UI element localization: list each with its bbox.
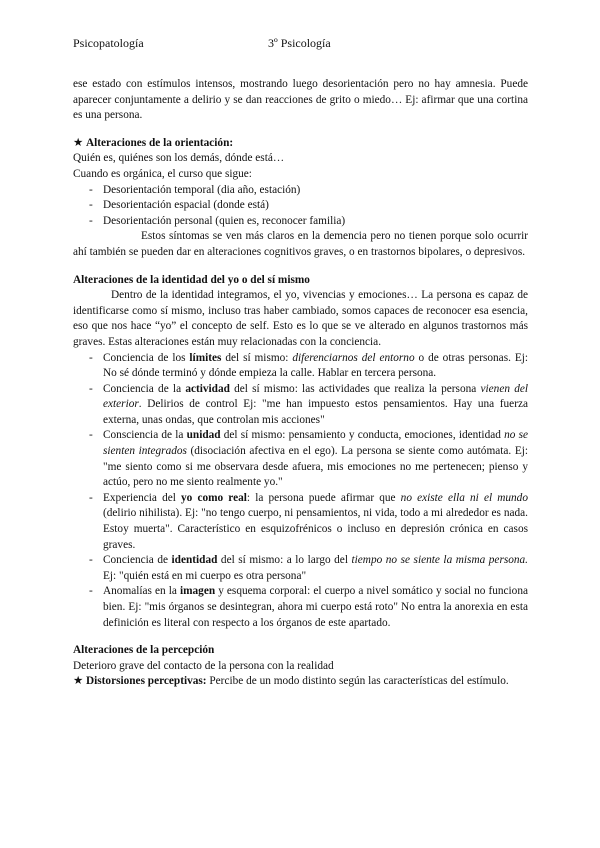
- item-keyword: unidad: [186, 429, 221, 442]
- orientation-heading: [73, 136, 528, 152]
- list-item: [73, 382, 528, 429]
- item-emphasis: vienen del exterior: [103, 382, 529, 411]
- item-text: y esquema corporal: el cuerpo a nivel somático y social no funciona bien. Ej: "mis órganos se desintegran, ahora mi cuerpo está roto" No entra la anorexia en esta definición es literal con respecto a los órganos de este apartado.: [103, 585, 528, 629]
- list-item: [73, 553, 528, 584]
- item-emphasis: diferenciarnos del entorno: [292, 351, 415, 364]
- perception-heading: Alteraciones de la percepción: [73, 644, 215, 657]
- perception-distortions: [73, 674, 528, 690]
- item-text: Ej: "quién está en mi cuerpo es otra persona": [103, 569, 307, 582]
- item-text: (disociación afectiva en el ego). La persona se siente como autómata. Ej: "me siento como si me observara desde afuera, mis emociones no me pertenecen; pienso y actúo, pero no me siento realmente yo.": [103, 445, 528, 489]
- item-emphasis: tiempo no se siente la misma persona.: [351, 554, 529, 567]
- item-keyword: límites: [189, 351, 222, 364]
- list-item: - Desorientación temporal (dia año, estación): [73, 183, 528, 199]
- item-text: del sí mismo:: [221, 351, 293, 364]
- distortions-title: Distorsiones perceptivas:: [85, 675, 207, 688]
- orientation-list: [73, 183, 528, 230]
- orientation-follow-paragraph: [73, 229, 528, 260]
- list-item: - Desorientación personal (quien es, reconocer familia): [73, 214, 528, 230]
- item-text: Consciencia de la: [103, 429, 187, 442]
- item-text: Conciencia de la: [103, 382, 186, 395]
- item-text: o de otras personas. Ej: No sé dónde terminó y dónde empieza la calle. Hablar en tercera persona.: [103, 351, 529, 380]
- item-text: Anomalías en la: [103, 585, 180, 598]
- item-emphasis: no se sienten integrados: [103, 429, 528, 458]
- item-keyword: yo como real: [181, 491, 247, 504]
- orientation-line-2: Cuando es orgánica, el curso que sigue:: [73, 167, 252, 180]
- orientation-line-1: Quién es, quiénes son los demás, dónde está…: [73, 152, 285, 165]
- item-text: Conciencia de: [103, 554, 172, 567]
- item-keyword: identidad: [171, 554, 218, 567]
- item-keyword: actividad: [185, 382, 230, 395]
- header-subject: Psicopatología: [73, 36, 144, 50]
- list-item: [73, 428, 528, 490]
- item-emphasis: no existe ella ni el mundo: [400, 491, 528, 504]
- document-body: [73, 77, 528, 690]
- item-text: del sí mismo: las actividades que realiza la persona: [229, 382, 481, 395]
- perception-line-1: Deterioro grave del contacto de la persona con la realidad: [73, 659, 334, 672]
- orientation-follow-text: Estos síntomas se ven más claros en la demencia pero no tienen porque solo ocurrir ahí también se pueden dar en alteraciones cognitivos graves, o en trastornos bipolares, o depresivos.: [73, 230, 528, 258]
- list-item: - Desorientación espacial (donde está): [73, 198, 528, 214]
- item-text: Experiencia del: [103, 491, 182, 504]
- identity-list: [73, 351, 528, 632]
- orientation-title: Alteraciones de la orientación:: [85, 136, 234, 149]
- item-text: : la persona puede afirmar que: [246, 491, 401, 504]
- star-icon: ★: [73, 675, 84, 688]
- distortions-text: Percibe de un modo distinto según las características del estímulo.: [206, 675, 509, 688]
- identity-paragraph: Dentro de la identidad integramos, el yo, vivencias y emociones… La persona es capaz de identificarse como sí mismo, incluso tras haber cambiado, somos capaces de reconocer esa esencia, eso que nos hace “yo” el concepto de self. Esto es lo que se ve alterado en algunos trastornos más graves. Estas alteraciones están muy relacionadas con la conciencia.: [73, 289, 528, 348]
- star-icon: ★: [73, 136, 84, 149]
- header-course: 3º Psicología: [268, 36, 331, 50]
- list-item: [73, 351, 528, 382]
- item-keyword: imagen: [179, 585, 216, 598]
- list-item: [73, 491, 528, 553]
- item-text: del sí mismo: a lo largo del: [217, 554, 352, 567]
- list-item: [73, 584, 528, 631]
- item-text: (delirio nihilista). Ej: "no tengo cuerpo, ni pensamientos, ni vida, todo a mi alrededor es nada. Estoy muerta". Característico en esquizofrénicos o incluso en depresión crónica en casos graves.: [103, 507, 528, 551]
- intro-paragraph: ese estado con estímulos intensos, mostrando luego desorientación pero no hay amnesia. Puede aparecer conjuntamente a delirio y se dan reacciones de grito o miedo… Ej: afirmar que una cortina es una persona.: [73, 78, 528, 122]
- item-text: Conciencia de los: [103, 351, 190, 364]
- item-text: . Delirios de control Ej: "me han impuesto estos pensamientos. Hay una fuerza externa, unas ondas, que controlan mis acciones": [103, 398, 528, 426]
- identity-heading: Alteraciones de la identidad del yo o del sí mismo: [73, 273, 310, 286]
- item-text: del sí mismo: pensamiento y conducta, emociones, identidad: [220, 429, 505, 442]
